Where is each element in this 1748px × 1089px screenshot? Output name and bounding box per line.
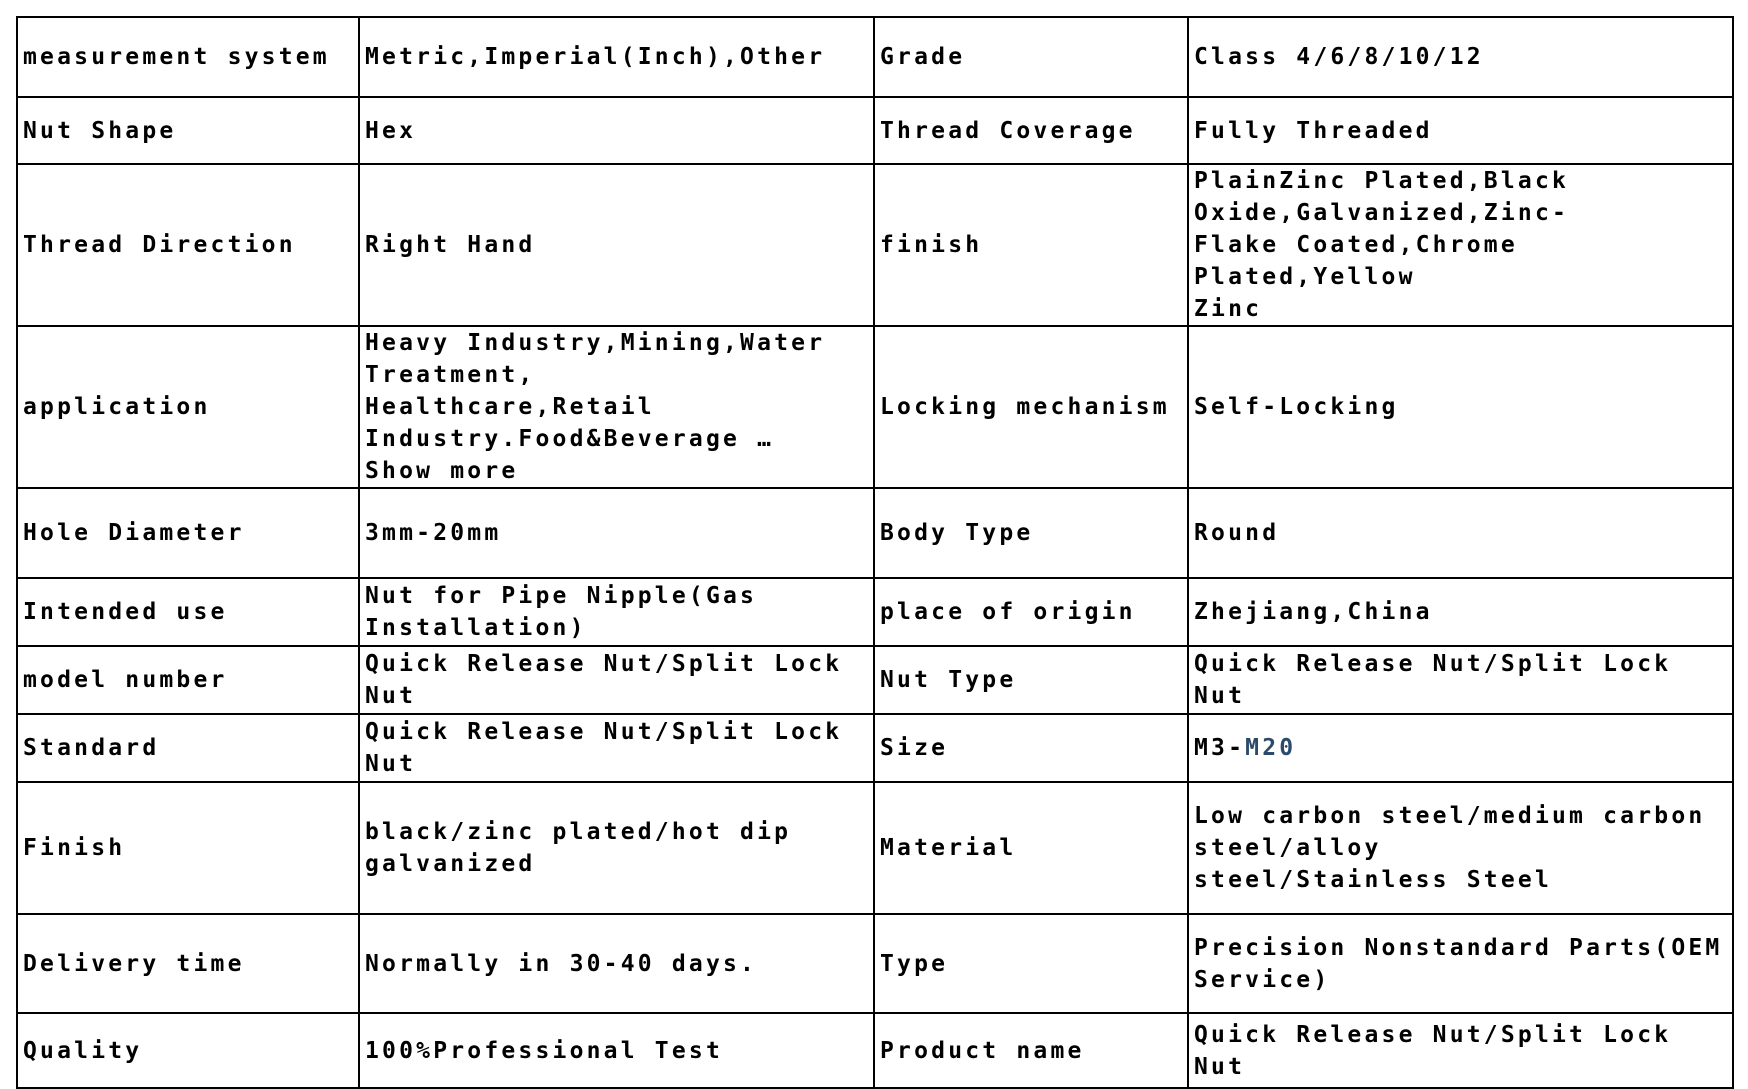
value-line: Healthcare,Retail (365, 394, 655, 420)
label-measurement-system: measurement system (17, 17, 359, 97)
label-grade: Grade (874, 17, 1188, 97)
label-product-name: Product name (874, 1013, 1188, 1088)
value-body-type: Round (1188, 488, 1733, 578)
table-row (17, 646, 1733, 714)
label-application: application (17, 326, 359, 488)
value-line: PlainZinc Plated,Black (1194, 168, 1570, 194)
value-line: Treatment, (365, 362, 536, 388)
value-material (1188, 782, 1733, 914)
show-more-link[interactable]: Show more (365, 458, 519, 484)
value-finish-options (1188, 164, 1733, 326)
table-row (17, 326, 1733, 488)
value-line: Flake Coated,Chrome Plated,Yellow (1194, 232, 1518, 290)
spec-sheet (16, 16, 1732, 1089)
label-thread-direction: Thread Direction (17, 164, 359, 326)
value-product-name: Quick Release Nut/Split Lock Nut (1188, 1013, 1733, 1088)
label-type: Type (874, 914, 1188, 1013)
value-line: Oxide,Galvanized,Zinc- (1194, 200, 1570, 226)
value-thread-direction: Right Hand (359, 164, 874, 326)
label-hole-diameter: Hole Diameter (17, 488, 359, 578)
value-line: Nut for Pipe Nipple(Gas (365, 583, 758, 609)
value-line: Nut (365, 683, 417, 709)
label-delivery-time: Delivery time (17, 914, 359, 1013)
size-max: M20 (1245, 735, 1297, 761)
label-finish-lower: finish (874, 164, 1188, 326)
value-application (359, 326, 874, 488)
value-locking-mechanism: Self-Locking (1188, 326, 1733, 488)
value-grade: Class 4/6/8/10/12 (1188, 17, 1733, 97)
value-line: Installation) (365, 615, 587, 641)
spec-table (16, 16, 1734, 1089)
value-quality: 100%Professional Test (359, 1013, 874, 1088)
label-nut-type: Nut Type (874, 646, 1188, 714)
value-model-number (359, 646, 874, 714)
table-row (17, 914, 1733, 1013)
table-row (17, 97, 1733, 164)
value-delivery-time: Normally in 30-40 days. (359, 914, 874, 1013)
value-line: Precision Nonstandard Parts(OEM (1194, 934, 1723, 961)
label-place-of-origin: place of origin (874, 578, 1188, 646)
value-line: Industry.Food&Beverage … (365, 426, 775, 452)
value-line: black/zinc plated/hot dip (365, 819, 792, 845)
value-hole-diameter: 3mm-20mm (359, 488, 874, 578)
value-place-of-origin: Zhejiang,China (1188, 578, 1733, 646)
table-row (17, 488, 1733, 578)
value-nut-shape: Hex (359, 97, 874, 164)
label-model-number: model number (17, 646, 359, 714)
label-finish: Finish (17, 782, 359, 914)
value-intended-use (359, 578, 874, 646)
value-line: Service) (1194, 966, 1331, 993)
value-finish (359, 782, 874, 914)
label-intended-use: Intended use (17, 578, 359, 646)
value-line: Low carbon steel/medium carbon (1194, 803, 1706, 829)
label-quality: Quality (17, 1013, 359, 1088)
table-row (17, 164, 1733, 326)
table-row (17, 578, 1733, 646)
value-type (1188, 914, 1733, 1013)
table-row (17, 1013, 1733, 1088)
value-line: steel/Stainless Steel (1194, 867, 1552, 893)
table-row (17, 17, 1733, 97)
value-measurement-system: Metric,Imperial(Inch),Other (359, 17, 874, 97)
label-thread-coverage: Thread Coverage (874, 97, 1188, 164)
table-row (17, 714, 1733, 782)
label-nut-shape: Nut Shape (17, 97, 359, 164)
value-thread-coverage: Fully Threaded (1188, 97, 1733, 164)
table-row (17, 782, 1733, 914)
size-min: M3- (1194, 735, 1246, 761)
label-standard: Standard (17, 714, 359, 782)
value-nut-type: Quick Release Nut/Split Lock Nut (1188, 646, 1733, 714)
value-line: Nut (365, 751, 417, 777)
value-line: Quick Release Nut/Split Lock (365, 719, 843, 745)
value-line: galvanized (365, 851, 536, 877)
label-size: Size (874, 714, 1188, 782)
value-line: steel/alloy (1194, 835, 1382, 861)
value-line: Zinc (1194, 296, 1263, 322)
label-locking-mechanism: Locking mechanism (874, 326, 1188, 488)
value-size (1188, 714, 1733, 782)
value-line: Quick Release Nut/Split Lock (365, 651, 843, 677)
label-body-type: Body Type (874, 488, 1188, 578)
value-standard (359, 714, 874, 782)
label-material: Material (874, 782, 1188, 914)
value-line: Heavy Industry,Mining,Water (365, 330, 826, 356)
